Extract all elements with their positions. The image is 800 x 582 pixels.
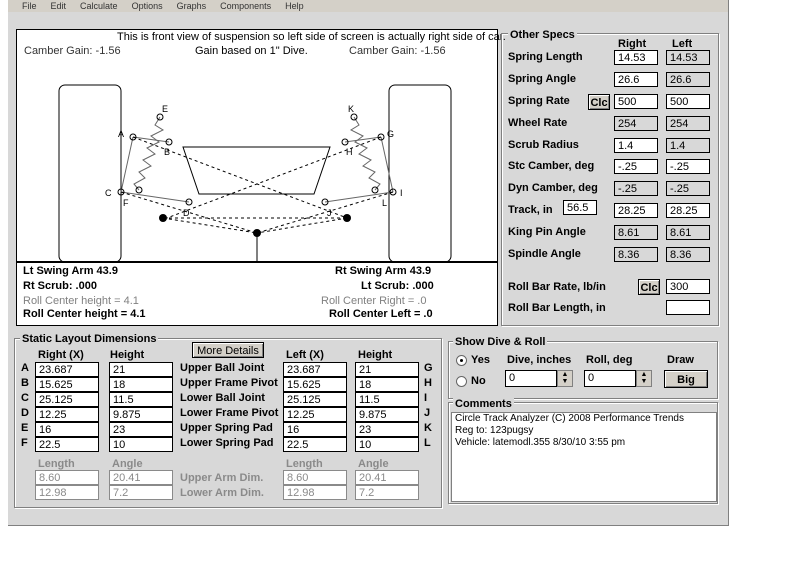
comment-line: Reg to: 123pugsy — [455, 425, 534, 436]
right-height-field[interactable]: 21 — [109, 362, 173, 377]
row-letter-left: L — [424, 437, 431, 449]
spec-label: Spring Rate — [508, 95, 570, 107]
left-lower-arm-angle[interactable]: 7.2 — [355, 485, 419, 500]
label-F: F — [123, 198, 129, 208]
diagram-note: This is front view of suspension so left side of screen is actually right side of car. — [117, 31, 506, 43]
upper-arm-dim-label: Upper Arm Dim. — [180, 472, 264, 484]
row-letter-right: C — [21, 392, 29, 404]
row-letter-left: H — [424, 377, 432, 389]
left-x-field[interactable]: 25.125 — [283, 392, 347, 407]
roll-center-readout — [16, 261, 498, 326]
chassis — [183, 147, 330, 194]
label-L: L — [382, 198, 388, 208]
spec-right-field[interactable]: 1.4 — [614, 138, 658, 153]
left-x-header: Left (X) — [286, 349, 324, 361]
spec-label: Scrub Radius — [508, 139, 579, 151]
right-length-header: Length — [38, 458, 75, 470]
row-letter-right: E — [21, 422, 29, 434]
label-D: D — [183, 208, 190, 218]
camber-gain-right: Camber Gain: -1.56 — [349, 45, 446, 57]
left-height-field[interactable]: 23 — [355, 422, 419, 437]
label-K: K — [348, 104, 355, 114]
layout-row-label: Upper Frame Pivot — [180, 377, 278, 389]
lower-arm-right — [121, 192, 189, 202]
left-x-field[interactable]: 15.625 — [283, 377, 347, 392]
instant-center-right — [159, 214, 167, 222]
roll-bar-rate-label: Roll Bar Rate, lb/in — [508, 281, 606, 293]
upper-arm-left — [345, 137, 381, 142]
left-x-field[interactable]: 16 — [283, 422, 347, 437]
suspension-drawing — [17, 30, 497, 262]
spindle-right — [121, 137, 133, 192]
camber-gain-left: Camber Gain: -1.56 — [24, 45, 121, 57]
left-height-field[interactable]: 11.5 — [355, 392, 419, 407]
static-layout-title: Static Layout Dimensions — [22, 333, 157, 345]
label-I: I — [400, 188, 403, 198]
menu-item[interactable]: File — [22, 1, 37, 11]
draw-label: Draw — [667, 354, 694, 366]
row-letter-right: A — [21, 362, 29, 374]
row-letter-right: D — [21, 407, 29, 419]
other-specs-title: Other Specs — [510, 29, 575, 41]
spec-left-field[interactable]: 500 — [666, 94, 710, 109]
spec-right-field[interactable]: 254 — [614, 116, 658, 131]
spec-left-field[interactable]: 28.25 — [666, 203, 710, 218]
left-x-field[interactable]: 22.5 — [283, 437, 347, 452]
roll-bar-length-label: Roll Bar Length, in — [508, 302, 606, 314]
layout-row-label: Upper Ball Joint — [180, 362, 265, 374]
row-letter-left: I — [424, 392, 428, 404]
spec-label: Spring Angle — [508, 73, 577, 85]
layout-row-label: Lower Spring Pad — [180, 437, 274, 449]
roll-bar-calc-button[interactable]: Clc — [638, 279, 660, 295]
label-J: J — [327, 208, 332, 218]
left-tire — [389, 85, 451, 262]
dive-spinner[interactable] — [557, 370, 573, 387]
menu-bar — [8, 0, 728, 12]
left-height-field[interactable]: 9.875 — [355, 407, 419, 422]
left-length-header: Length — [286, 458, 323, 470]
menu-item[interactable]: Calculate — [80, 1, 118, 11]
spec-left-field[interactable]: -.25 — [666, 181, 710, 196]
layout-row-label: Upper Spring Pad — [180, 422, 273, 434]
left-upper-arm-angle[interactable]: 20.41 — [355, 470, 419, 485]
comments-title: Comments — [455, 398, 512, 410]
left-lower-arm-length[interactable]: 12.98 — [283, 485, 347, 500]
spec-left-field[interactable]: -.25 — [666, 159, 710, 174]
spin-up-icon[interactable]: ▲ — [640, 371, 648, 378]
spec-left-field[interactable]: 8.61 — [666, 225, 710, 240]
roll-deg-label: Roll, deg — [586, 354, 633, 366]
lower-arm-dim-label: Lower Arm Dim. — [180, 487, 264, 499]
roll-center-dot — [253, 229, 261, 237]
row-letter-right: F — [21, 437, 28, 449]
dive-yes-label: Yes — [471, 354, 490, 366]
spec-right-field[interactable]: -.25 — [614, 181, 658, 196]
label-H: H — [346, 147, 353, 157]
right-x-field[interactable]: 25.125 — [35, 392, 99, 407]
menu-item[interactable]: Edit — [50, 1, 67, 11]
spin-down-icon[interactable]: ▼ — [640, 378, 648, 385]
row-letter-left: J — [424, 407, 431, 419]
right-upper-arm-length[interactable]: 8.60 — [35, 470, 99, 485]
row-letter-right: B — [21, 377, 29, 389]
spec-left-field[interactable]: 254 — [666, 116, 710, 131]
dive-no-radio[interactable] — [456, 376, 467, 387]
spec-right-field[interactable]: 28.25 — [614, 203, 658, 218]
right-x-field[interactable]: 15.625 — [35, 377, 99, 392]
right-height-field[interactable]: 18 — [109, 377, 173, 392]
label-C: C — [105, 188, 112, 198]
menu-item[interactable]: Components — [220, 1, 272, 11]
right-x-field[interactable]: 22.5 — [35, 437, 99, 452]
menu-item[interactable]: Help — [285, 1, 304, 11]
spin-down-icon[interactable]: ▼ — [561, 378, 569, 385]
right-height-field[interactable]: 9.875 — [109, 407, 173, 422]
menu-item[interactable]: Options — [131, 1, 163, 11]
spec-label: Wheel Rate — [508, 117, 568, 129]
spec-right-field[interactable]: 8.61 — [614, 225, 658, 240]
label-G: G — [387, 129, 395, 139]
rt-swing-arm: Rt Swing Arm 43.9 — [335, 265, 432, 277]
spring-right — [134, 117, 163, 190]
left-height-field[interactable]: 21 — [355, 362, 419, 377]
suspension-diagram — [16, 29, 506, 263]
spec-right-field[interactable]: 500 — [614, 94, 658, 109]
layout-row-label: Lower Ball Joint — [180, 392, 265, 404]
draw-big-button[interactable]: Big — [664, 370, 708, 388]
comments-textarea[interactable] — [451, 412, 717, 502]
spec-label: Spring Length — [508, 51, 583, 63]
row-letter-left: G — [424, 362, 433, 374]
spindle-left — [381, 137, 393, 192]
spring-left — [351, 117, 380, 190]
spec-right-field[interactable]: 14.53 — [614, 50, 658, 65]
right-x-field[interactable]: 12.25 — [35, 407, 99, 422]
dive-inches-field[interactable]: 0 — [505, 370, 557, 387]
roll-bar-rate-field[interactable]: 300 — [666, 279, 710, 294]
roll-center-left: Roll Center Left = .0 — [329, 308, 433, 320]
roll-center-height-gray: Roll Center height = 4.1 — [23, 295, 139, 307]
right-lower-arm-length[interactable]: 12.98 — [35, 485, 99, 500]
right-height-field[interactable]: 23 — [109, 422, 173, 437]
label-A: A — [118, 129, 125, 139]
spec-right-field[interactable]: 26.6 — [614, 72, 658, 87]
instant-center-left — [343, 214, 351, 222]
spec-label: Spindle Angle — [508, 248, 581, 260]
layout-row-label: Lower Frame Pivot — [180, 407, 279, 419]
spec-label: Track, in — [508, 204, 553, 216]
upper-arm-right — [133, 137, 169, 142]
gain-basis: Gain based on 1" Dive. — [195, 45, 308, 57]
rt-scrub: Rt Scrub: .000 — [23, 280, 97, 292]
left-x-field[interactable]: 23.687 — [283, 362, 347, 377]
roll-center-right: Roll Center Right = .0 — [321, 295, 427, 307]
spec-left-field[interactable]: 14.53 — [666, 50, 710, 65]
left-height-field[interactable]: 18 — [355, 377, 419, 392]
right-angle-header: Angle — [112, 458, 143, 470]
spec-right-field[interactable]: -.25 — [614, 159, 658, 174]
label-E: E — [162, 104, 169, 114]
dive-roll-title: Show Dive & Roll — [455, 336, 546, 348]
menu-item[interactable]: Graphs — [176, 1, 207, 11]
right-height-header: Height — [110, 349, 145, 361]
roll-spinner[interactable] — [636, 370, 652, 387]
spec-label: Dyn Camber, deg — [508, 182, 598, 194]
dive-inches-label: Dive, inches — [507, 354, 572, 366]
spec-left-field[interactable]: 26.6 — [666, 72, 710, 87]
lt-scrub: Lt Scrub: .000 — [361, 280, 434, 292]
right-height-field[interactable]: 10 — [109, 437, 173, 452]
right-upper-arm-angle[interactable]: 20.41 — [109, 470, 173, 485]
row-letter-left: K — [424, 422, 432, 434]
roll-center-height: Roll Center height = 4.1 — [23, 308, 146, 320]
spec-label: King Pin Angle — [508, 226, 586, 238]
dive-no-label: No — [471, 375, 486, 387]
roll-bar-length-field[interactable] — [666, 300, 710, 315]
spec-label: Stc Camber, deg — [508, 160, 595, 172]
right-lower-arm-angle[interactable]: 7.2 — [109, 485, 173, 500]
spec-left-field[interactable]: 8.36 — [666, 247, 710, 262]
spec-left-field[interactable]: 1.4 — [666, 138, 710, 153]
right-x-field[interactable]: 23.687 — [35, 362, 99, 377]
dive-yes-radio[interactable] — [456, 355, 467, 366]
comment-line: Circle Track Analyzer (C) 2008 Performance Trends — [455, 413, 684, 424]
more-details-button[interactable]: More Details — [192, 342, 264, 358]
roll-deg-field[interactable]: 0 — [584, 370, 636, 387]
left-height-field[interactable]: 10 — [355, 437, 419, 452]
track-total-field[interactable]: 56.5 — [563, 200, 597, 215]
spec-right-field[interactable]: 8.36 — [614, 247, 658, 262]
left-x-field[interactable]: 12.25 — [283, 407, 347, 422]
right-x-header: Right (X) — [38, 349, 84, 361]
left-upper-arm-length[interactable]: 8.60 — [283, 470, 347, 485]
comment-line: Vehicle: latemodl.355 8/30/10 3:55 pm — [455, 437, 626, 448]
lt-swing-arm: Lt Swing Arm 43.9 — [23, 265, 118, 277]
specs-col-right: Right — [618, 38, 647, 50]
spring-rate-calc-button[interactable]: Clc — [588, 94, 610, 110]
label-B: B — [164, 147, 171, 157]
right-x-field[interactable]: 16 — [35, 422, 99, 437]
left-height-header: Height — [358, 349, 393, 361]
left-angle-header: Angle — [358, 458, 389, 470]
right-tire — [59, 85, 121, 262]
right-height-field[interactable]: 11.5 — [109, 392, 173, 407]
specs-col-left: Left — [672, 38, 693, 50]
spin-up-icon[interactable]: ▲ — [561, 371, 569, 378]
